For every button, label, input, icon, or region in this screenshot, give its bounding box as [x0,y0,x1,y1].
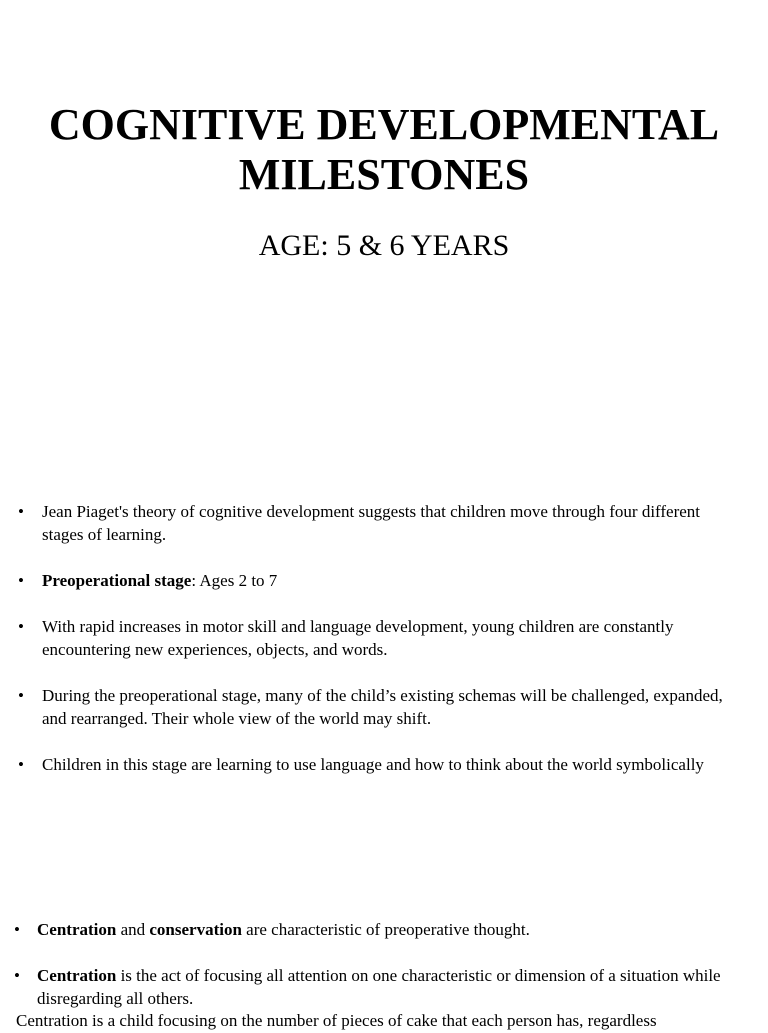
list-item-text: During the preoperational stage, many of the child’s existing schemas will be challenged, expanded, and rearranged. Their whole view of the world may shift. [42,686,723,728]
list-item-text: With rapid increases in motor skill and language development, young children are constantly encountering new experiences, objects, and words. [42,617,674,659]
list-item-text: : Ages 2 to 7 [191,571,278,590]
list-item [14,964,754,1010]
title-line-1: COGNITIVE DEVELOPMENTAL [48,100,720,149]
list-item [18,753,738,776]
list-item-text: Jean Piaget's theory of cognitive development suggests that children move through four different stages of learning. [42,502,701,544]
bullet-icon: • [18,571,24,590]
list-item-bold-term: Centration [37,920,117,939]
list-item-bold-term: conservation [149,920,242,939]
list-item [14,918,754,941]
list-item-bold-term: Centration [37,966,117,985]
bullet-list-piaget [18,500,738,799]
list-item-text: is the act of focusing all attention on one characteristic or dimension of a situation while disregarding all others. [37,966,721,1008]
list-item-text: Children in this stage are learning to use language and how to think about the world symbolically [42,755,704,774]
bullet-icon: • [14,920,20,939]
bullet-icon: • [18,617,24,636]
list-item [18,569,738,592]
list-item-text: are characteristic of preoperative thought. [241,920,530,939]
bullet-icon: • [18,502,24,521]
list-item-bold-term: Preoperational stage [42,571,192,590]
list-item-text: and [116,920,150,939]
bullet-icon: • [18,755,24,774]
list-item [18,615,738,661]
bullet-icon: • [14,966,20,985]
page-subtitle: AGE: 5 & 6 YEARS [258,229,510,262]
page-title [0,100,768,200]
bullet-icon: • [18,686,24,705]
list-item [18,684,738,730]
title-line-2: MILESTONES [238,150,530,199]
list-item [18,500,738,546]
trailing-paragraph: Centration is a child focusing on the number of pieces of cake that each person has, regardless [16,1011,657,1030]
